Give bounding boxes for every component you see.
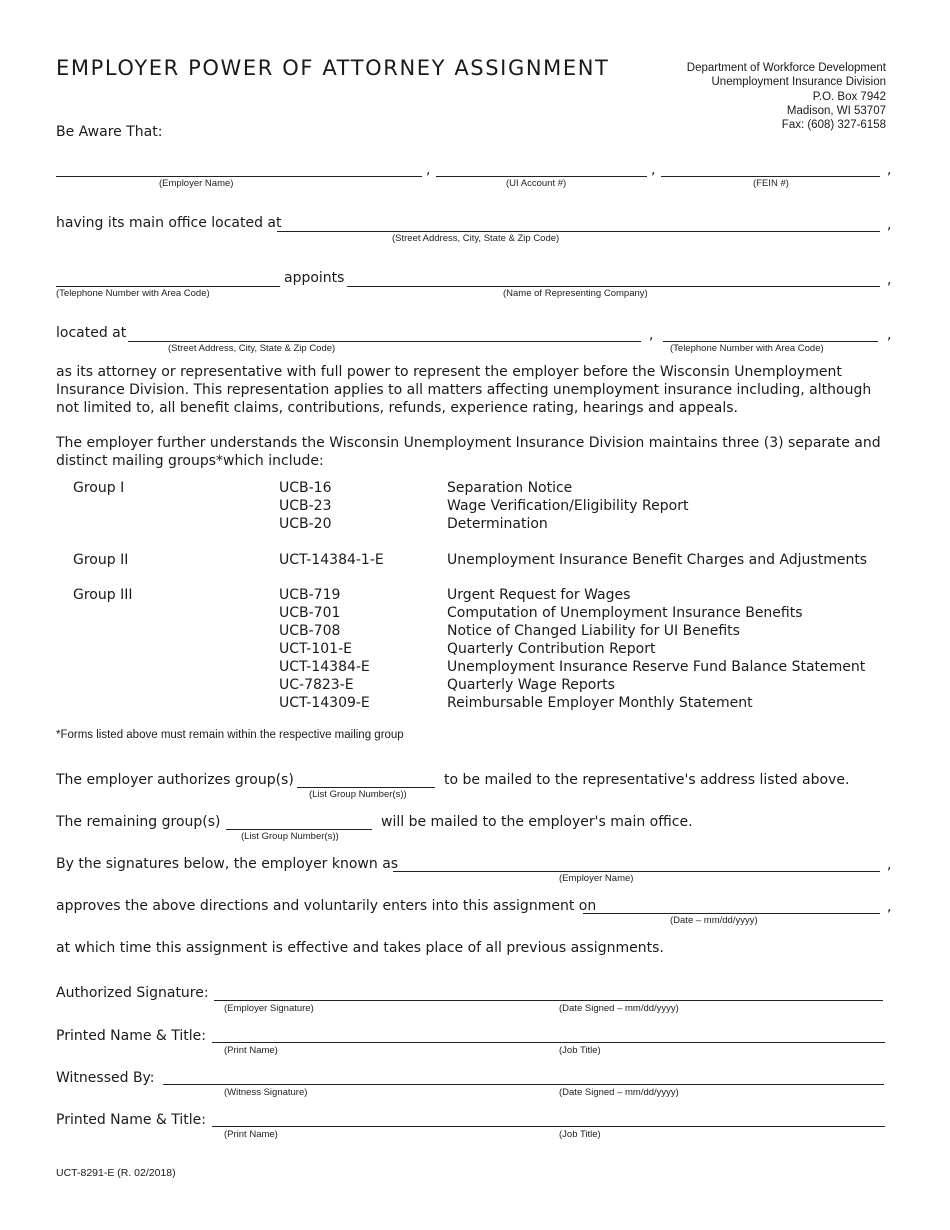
employer-signature-caption: (Employer Signature)	[224, 1003, 314, 1014]
form-code: UCB-20	[279, 516, 332, 532]
remaining-label: The remaining group(s)	[56, 814, 221, 830]
employer-name-field-2[interactable]	[393, 871, 880, 872]
form-code: UCT-14384-E	[279, 659, 370, 675]
comma: ,	[426, 162, 431, 178]
witness-signature-field[interactable]	[163, 1084, 884, 1085]
date-caption: (Date – mm/dd/yyyy)	[670, 915, 758, 926]
form-code: UCT-101-E	[279, 641, 352, 657]
printed-name-title-label: Printed Name & Title:	[56, 1112, 206, 1128]
form-desc: Unemployment Insurance Benefit Charges and Adjustments	[447, 552, 868, 568]
effective-statement: at which time this assignment is effective and takes place of all previous assignments.	[56, 940, 664, 956]
assignment-date-field[interactable]	[583, 913, 880, 914]
group-name: Group I	[73, 480, 125, 496]
ui-account-caption: (UI Account #)	[506, 178, 567, 189]
form-desc: Separation Notice	[447, 480, 573, 496]
form-desc: Computation of Unemployment Insurance Benefits	[447, 605, 803, 621]
list-group-caption: (List Group Number(s))	[241, 831, 339, 842]
rep-address-caption: (Street Address, City, State & Zip Code)	[168, 343, 336, 354]
form-desc: Quarterly Wage Reports	[447, 677, 615, 693]
footnote: *Forms listed above must remain within the respective mailing group	[56, 729, 404, 741]
witness-print-name-field[interactable]	[212, 1126, 885, 1127]
date-signed-caption: (Date Signed – mm/dd/yyyy)	[559, 1003, 679, 1014]
print-name-caption: (Print Name)	[224, 1129, 278, 1140]
comma: ,	[887, 327, 892, 343]
agency-address	[687, 61, 886, 132]
form-desc: Reimbursable Employer Monthly Statement	[447, 695, 753, 711]
appoints-label: appoints	[284, 270, 345, 286]
authorizes-label: The employer authorizes group(s)	[56, 772, 294, 788]
form-code: UCB-23	[279, 498, 332, 514]
employer-name-field[interactable]	[56, 176, 422, 177]
job-title-caption: (Job Title)	[559, 1129, 601, 1140]
form-code: UCB-701	[279, 605, 341, 621]
representation-paragraph: as its attorney or representative with full power to represent the employer before the Wisconsin Unemployment Insurance Division. This representation applies to all matters affecting unemployment insurance including, although not limited to, all benefit claims, contributions, refunds, experience rating, hearings and appeals.	[56, 364, 872, 416]
approves-label: approves the above directions and voluntarily enters into this assignment on	[56, 898, 597, 914]
witness-signature-caption: (Witness Signature)	[224, 1087, 308, 1098]
comma: ,	[887, 857, 892, 873]
remaining-suffix: will be mailed to the employer's main office.	[381, 814, 693, 830]
comma: ,	[887, 162, 892, 178]
rep-groups-field[interactable]	[297, 787, 435, 788]
form-code: UC-7823-E	[279, 677, 354, 693]
form-code: UCB-708	[279, 623, 341, 639]
form-code: UCT-14309-E	[279, 695, 370, 711]
rep-telephone-caption: (Telephone Number with Area Code)	[670, 343, 824, 354]
agency-line: Madison, WI 53707	[786, 104, 886, 117]
form-desc: Urgent Request for Wages	[447, 587, 631, 603]
rep-telephone-field[interactable]	[663, 341, 878, 342]
group-name: Group III	[73, 587, 133, 603]
main-office-address-field[interactable]	[277, 231, 880, 232]
employer-name-caption: (Employer Name)	[559, 873, 634, 884]
form-code: UCB-16	[279, 480, 332, 496]
witnessed-by-label: Witnessed By:	[56, 1070, 155, 1086]
remaining-groups-field[interactable]	[226, 829, 372, 830]
comma: ,	[887, 217, 892, 233]
printed-name-title-label: Printed Name & Title:	[56, 1028, 206, 1044]
form-number: UCT-8291-E (R. 02/2018)	[56, 1167, 176, 1179]
list-group-caption: (List Group Number(s))	[309, 789, 407, 800]
located-at-label: located at	[56, 325, 127, 341]
page-title: EMPLOYER POWER OF ATTORNEY ASSIGNMENT	[56, 56, 610, 80]
agency-line: Fax: (608) 327-6158	[781, 119, 886, 132]
comma: ,	[887, 272, 892, 288]
form-desc: Quarterly Contribution Report	[447, 641, 656, 657]
date-signed-caption: (Date Signed – mm/dd/yyyy)	[559, 1087, 679, 1098]
comma: ,	[651, 162, 656, 178]
form-desc: Determination	[447, 516, 548, 532]
group-name: Group II	[73, 552, 129, 568]
fein-caption: (FEIN #)	[753, 178, 789, 189]
agency-line: Department of Workforce Development	[686, 62, 886, 74]
employer-telephone-field[interactable]	[56, 286, 280, 287]
form-code: UCB-719	[279, 587, 341, 603]
agency-line: P.O. Box 7942	[812, 90, 886, 103]
rep-address-field[interactable]	[128, 341, 641, 342]
mailing-groups-paragraph: The employer further understands the Wisconsin Unemployment Insurance Division maintains three (3) separate and distinct mailing groups*which include:	[56, 435, 881, 469]
representing-company-field[interactable]	[347, 286, 880, 287]
job-title-caption: (Job Title)	[559, 1045, 601, 1056]
employer-name-caption: (Employer Name)	[159, 178, 234, 189]
main-office-label: having its main office located at	[56, 215, 282, 231]
employer-signature-field[interactable]	[214, 1000, 883, 1001]
signatures-known-label: By the signatures below, the employer known as	[56, 856, 399, 872]
form-code: UCT-14384-1-E	[279, 552, 384, 568]
ui-account-field[interactable]	[436, 176, 647, 177]
comma: ,	[887, 899, 892, 915]
street-address-caption: (Street Address, City, State & Zip Code)	[392, 233, 560, 244]
print-name-caption: (Print Name)	[224, 1045, 278, 1056]
form-desc: Notice of Changed Liability for UI Benefits	[447, 623, 740, 639]
representing-company-caption: (Name of Representing Company)	[503, 288, 648, 299]
agency-line: Unemployment Insurance Division	[711, 76, 886, 89]
comma: ,	[649, 327, 654, 343]
fein-field[interactable]	[661, 176, 880, 177]
form-desc: Wage Verification/Eligibility Report	[447, 498, 689, 514]
employer-print-name-field[interactable]	[212, 1042, 885, 1043]
authorized-signature-label: Authorized Signature:	[56, 985, 209, 1001]
authorizes-suffix: to be mailed to the representative's address listed above.	[444, 772, 850, 788]
form-desc: Unemployment Insurance Reserve Fund Balance Statement	[447, 659, 866, 675]
be-aware-label: Be Aware That:	[56, 124, 163, 140]
telephone-caption: (Telephone Number with Area Code)	[56, 288, 210, 299]
